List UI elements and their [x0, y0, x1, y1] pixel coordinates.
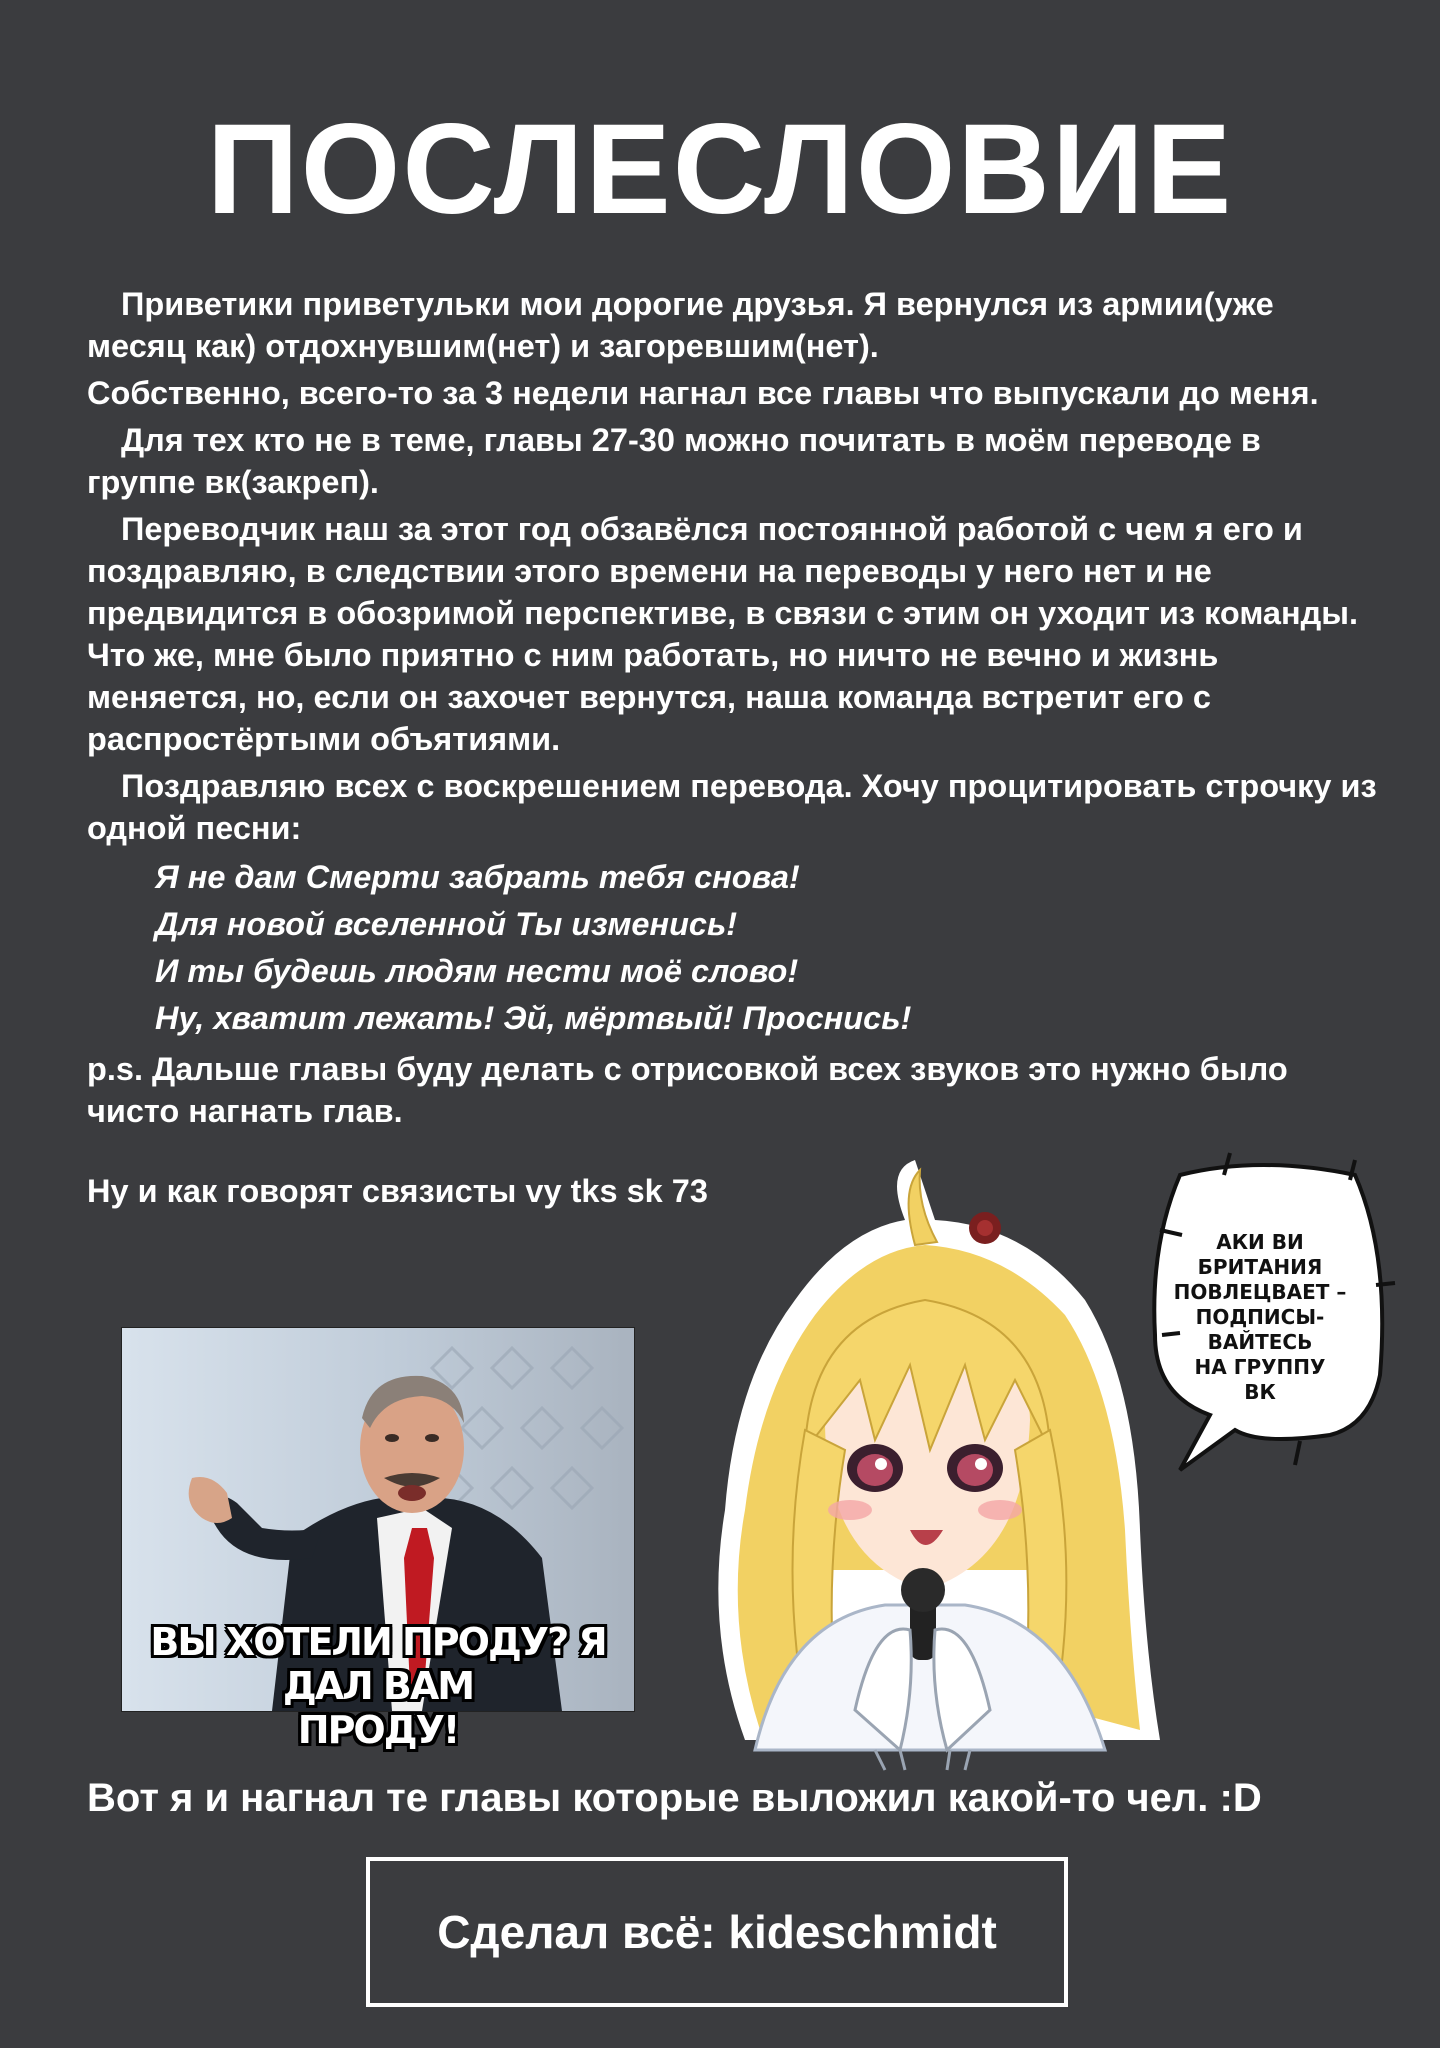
speech-bubble-text [1160, 1230, 1360, 1405]
song-quote-line: И ты будешь людям нести моё слово! [155, 953, 799, 989]
paragraph-greeting: Приветики приветульки мои дорогие друзья. Я вернулся из армии(уже месяц как) отдохнувшим(нет) и загоревшим(нет). [87, 286, 1274, 364]
footer-line: Вот я и нагнал те главы которые выложил какой-то чел. :D [87, 1776, 1262, 1820]
song-quote-line: Ну, хватит лежать! Эй, мёртвый! Проснись! [155, 1000, 912, 1036]
credit-box [366, 1857, 1068, 2007]
song-quote [87, 854, 1377, 1042]
paragraph-chapters-info: Для тех кто не в теме, главы 27-30 можно почитать в моём переводе в группе вк(закреп). [87, 422, 1261, 500]
meme-caption-line: ВЫ ХОТЕЛИ ПРОДУ? Я ДАЛ ВАМ [150, 1620, 606, 1708]
page-title: ПОСЛЕСЛОВИЕ [206, 98, 1234, 241]
credit-text: Сделал всё: kideschmidt [437, 1906, 997, 1958]
bubble-line: ПОДПИСЫ- [1195, 1305, 1325, 1329]
paragraph-caught-up: Собственно, всего-то за 3 недели нагнал все главы что выпускали до меня. [87, 375, 1319, 411]
paragraph-congrats: Поздравляю всех с воскрешением перевода. Хочу процитировать строчку из одной песни: [87, 768, 1377, 846]
paragraph-signoff: Ну и как говорят связисты vy tks sk 73 [87, 1173, 708, 1209]
bubble-line: НА ГРУППУ [1194, 1355, 1326, 1379]
song-quote-line: Для новой вселенной Ты изменись! [155, 906, 738, 942]
meme-caption-line: ПРОДУ! [297, 1708, 459, 1752]
bubble-line: ВК [1244, 1380, 1276, 1404]
bubble-line: ПОВЛЕЦВАЕТ – [1173, 1280, 1347, 1304]
meme-caption [122, 1620, 634, 1752]
bubble-line: АКИ ВИ [1216, 1230, 1304, 1254]
bubble-line: БРИТАНИЯ [1197, 1255, 1323, 1279]
meme-image [121, 1327, 635, 1752]
paragraph-ps: p.s. Дальше главы буду делать с отрисовкой всех звуков это нужно было чисто нагнать глав. [87, 1051, 1288, 1129]
paragraph-translator-leaving: Переводчик наш за этот год обзавёлся постоянной работой с чем я его и поздравляю, в следствии этого времени на переводы у него нет и не предвидится в обозримой перспективе, в связи с этим он уходит из команды. Что же, мне было приятно с ним работать, но ничто не вечно и жизнь меняется, но, если он захочет вернутся, наша команда встретит его с распростёртыми объятиями. [87, 511, 1359, 757]
bubble-line: ВАЙТЕСЬ [1207, 1330, 1313, 1354]
afterword-body [87, 283, 1377, 1217]
anime-girl-illustration [685, 1150, 1170, 1770]
song-quote-line: Я не дам Смерти забрать тебя снова! [155, 859, 800, 895]
